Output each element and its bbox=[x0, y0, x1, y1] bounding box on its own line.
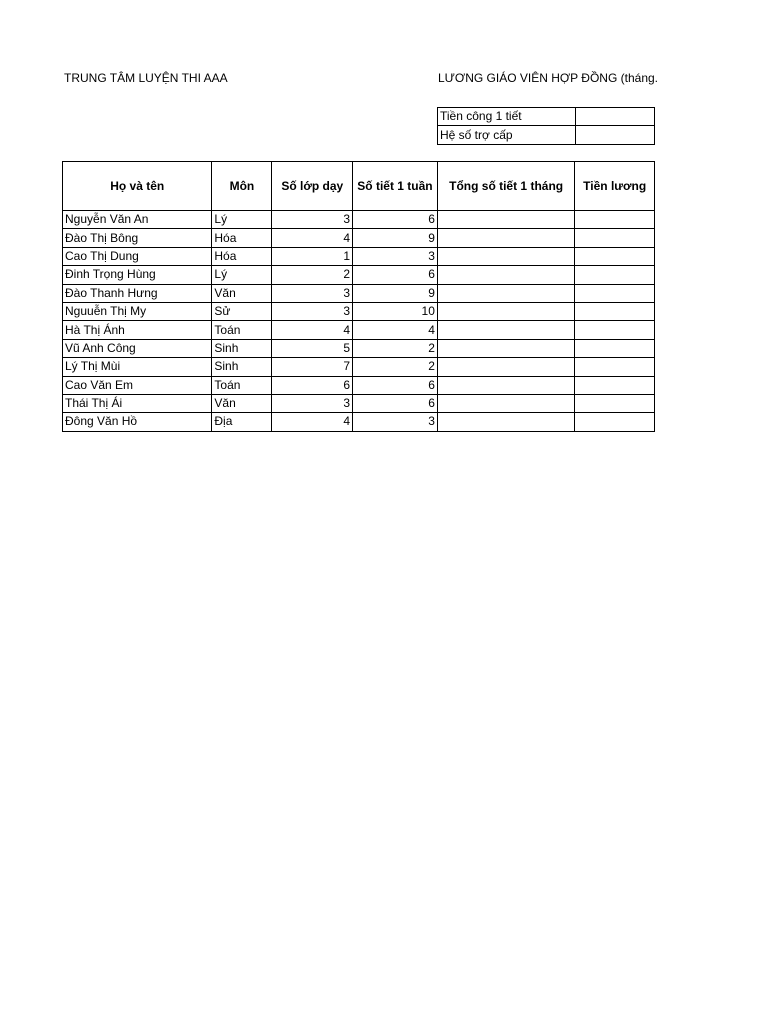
param-value[interactable] bbox=[575, 126, 654, 144]
cell-name[interactable]: Lý Thị Mùi bbox=[63, 358, 212, 376]
cell-subject[interactable]: Sinh bbox=[212, 358, 272, 376]
param-label[interactable]: Tiền công 1 tiết bbox=[438, 108, 576, 126]
table-row bbox=[63, 413, 655, 431]
cell-periods-week[interactable]: 9 bbox=[353, 284, 438, 302]
cell-name[interactable]: Cao Thị Dung bbox=[63, 247, 212, 265]
cell-classes[interactable]: 6 bbox=[272, 376, 353, 394]
cell-periods-week[interactable]: 6 bbox=[353, 266, 438, 284]
param-row-coefficient bbox=[438, 126, 655, 144]
cell-total-periods[interactable] bbox=[437, 302, 574, 320]
param-row-rate bbox=[438, 108, 655, 126]
cell-classes[interactable]: 4 bbox=[272, 413, 353, 431]
table-row bbox=[63, 229, 655, 247]
table-row bbox=[63, 376, 655, 394]
cell-classes[interactable]: 5 bbox=[272, 339, 353, 357]
cell-total-periods[interactable] bbox=[437, 211, 574, 229]
cell-salary[interactable] bbox=[575, 211, 655, 229]
cell-total-periods[interactable] bbox=[437, 413, 574, 431]
cell-name[interactable]: Nguuễn Thị My bbox=[63, 302, 212, 320]
cell-salary[interactable] bbox=[575, 413, 655, 431]
table-row bbox=[63, 339, 655, 357]
table-row bbox=[63, 358, 655, 376]
cell-periods-week[interactable]: 9 bbox=[353, 229, 438, 247]
teacher-salary-table bbox=[62, 161, 655, 432]
param-value[interactable] bbox=[575, 108, 654, 126]
cell-subject[interactable]: Văn bbox=[212, 394, 272, 412]
cell-total-periods[interactable] bbox=[437, 247, 574, 265]
cell-classes[interactable]: 4 bbox=[272, 229, 353, 247]
cell-name[interactable]: Vũ Anh Công bbox=[63, 339, 212, 357]
header-classes[interactable]: Số lớp dạy bbox=[272, 162, 353, 211]
param-label[interactable]: Hệ số trợ cấp bbox=[438, 126, 576, 144]
cell-subject[interactable]: Toán bbox=[212, 321, 272, 339]
table-row bbox=[63, 284, 655, 302]
cell-total-periods[interactable] bbox=[437, 358, 574, 376]
table-body bbox=[63, 211, 655, 432]
cell-name[interactable]: Nguyễn Văn An bbox=[63, 211, 212, 229]
cell-classes[interactable]: 1 bbox=[272, 247, 353, 265]
cell-classes[interactable]: 3 bbox=[272, 302, 353, 320]
cell-total-periods[interactable] bbox=[437, 339, 574, 357]
table-row bbox=[63, 302, 655, 320]
cell-classes[interactable]: 4 bbox=[272, 321, 353, 339]
header-salary[interactable]: Tiền lương bbox=[575, 162, 655, 211]
cell-subject[interactable]: Hóa bbox=[212, 229, 272, 247]
cell-salary[interactable] bbox=[575, 284, 655, 302]
cell-subject[interactable]: Địa bbox=[212, 413, 272, 431]
header-total-periods[interactable]: Tổng số tiết 1 tháng bbox=[437, 162, 574, 211]
cell-salary[interactable] bbox=[575, 247, 655, 265]
cell-salary[interactable] bbox=[575, 302, 655, 320]
cell-periods-week[interactable]: 6 bbox=[353, 394, 438, 412]
header-periods-week[interactable]: Số tiết 1 tuần bbox=[353, 162, 438, 211]
cell-periods-week[interactable]: 2 bbox=[353, 358, 438, 376]
table-row bbox=[63, 266, 655, 284]
table-row bbox=[63, 394, 655, 412]
cell-salary[interactable] bbox=[575, 339, 655, 357]
cell-subject[interactable]: Lý bbox=[212, 211, 272, 229]
cell-periods-week[interactable]: 2 bbox=[353, 339, 438, 357]
cell-classes[interactable]: 7 bbox=[272, 358, 353, 376]
cell-subject[interactable]: Văn bbox=[212, 284, 272, 302]
cell-name[interactable]: Đinh Trọng Hùng bbox=[63, 266, 212, 284]
cell-subject[interactable]: Sử bbox=[212, 302, 272, 320]
cell-total-periods[interactable] bbox=[437, 284, 574, 302]
cell-salary[interactable] bbox=[575, 394, 655, 412]
cell-name[interactable]: Đào Thị Bông bbox=[63, 229, 212, 247]
salary-sheet-title: LƯƠNG GIÁO VIÊN HỢP ĐỒNG (tháng. bbox=[438, 71, 658, 85]
cell-classes[interactable]: 2 bbox=[272, 266, 353, 284]
cell-subject[interactable]: Sinh bbox=[212, 339, 272, 357]
cell-classes[interactable]: 3 bbox=[272, 211, 353, 229]
cell-total-periods[interactable] bbox=[437, 376, 574, 394]
cell-salary[interactable] bbox=[575, 358, 655, 376]
center-name-title: TRUNG TÂM LUYỆN THI AAA bbox=[64, 71, 228, 85]
cell-subject[interactable]: Lý bbox=[212, 266, 272, 284]
cell-salary[interactable] bbox=[575, 321, 655, 339]
cell-periods-week[interactable]: 3 bbox=[353, 247, 438, 265]
cell-name[interactable]: Hà Thị Ánh bbox=[63, 321, 212, 339]
cell-name[interactable]: Đào Thanh Hưng bbox=[63, 284, 212, 302]
cell-name[interactable]: Thái Thị Ái bbox=[63, 394, 212, 412]
parameters-table bbox=[437, 107, 655, 145]
table-row bbox=[63, 247, 655, 265]
cell-periods-week[interactable]: 10 bbox=[353, 302, 438, 320]
cell-subject[interactable]: Toán bbox=[212, 376, 272, 394]
cell-name[interactable]: Đông Văn Hồ bbox=[63, 413, 212, 431]
cell-periods-week[interactable]: 6 bbox=[353, 211, 438, 229]
table-header-row bbox=[63, 162, 655, 211]
cell-subject[interactable]: Hóa bbox=[212, 247, 272, 265]
cell-salary[interactable] bbox=[575, 376, 655, 394]
cell-periods-week[interactable]: 3 bbox=[353, 413, 438, 431]
cell-periods-week[interactable]: 6 bbox=[353, 376, 438, 394]
cell-total-periods[interactable] bbox=[437, 266, 574, 284]
table-row bbox=[63, 321, 655, 339]
cell-total-periods[interactable] bbox=[437, 229, 574, 247]
cell-classes[interactable]: 3 bbox=[272, 284, 353, 302]
cell-classes[interactable]: 3 bbox=[272, 394, 353, 412]
table-row bbox=[63, 211, 655, 229]
header-subject[interactable]: Môn bbox=[212, 162, 272, 211]
cell-salary[interactable] bbox=[575, 229, 655, 247]
header-name[interactable]: Họ và tên bbox=[63, 162, 212, 211]
cell-name[interactable]: Cao Văn Em bbox=[63, 376, 212, 394]
cell-total-periods[interactable] bbox=[437, 394, 574, 412]
cell-total-periods[interactable] bbox=[437, 321, 574, 339]
cell-periods-week[interactable]: 4 bbox=[353, 321, 438, 339]
cell-salary[interactable] bbox=[575, 266, 655, 284]
